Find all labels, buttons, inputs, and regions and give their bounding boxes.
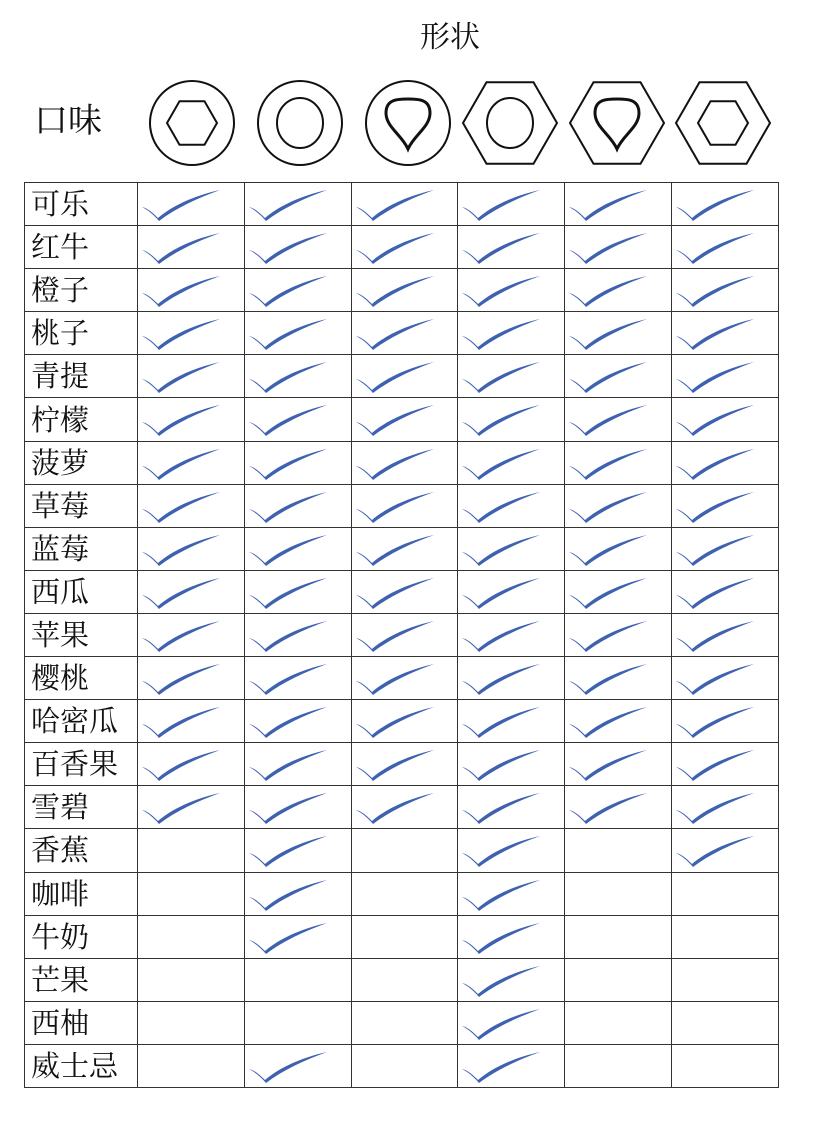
checkmark-icon <box>672 661 762 695</box>
shape-icon-hexagon-in-hexagon <box>673 78 773 168</box>
checkmark-icon <box>458 1049 548 1083</box>
mark-cell-hexagon-in-hexagon <box>672 398 779 441</box>
table-row <box>25 872 779 915</box>
mark-cell-drop-in-hexagon <box>565 398 672 441</box>
mark-cell-drop-in-hexagon <box>565 613 672 656</box>
flavor-label: 西瓜 <box>31 574 90 609</box>
mark-cell-hexagon-in-hexagon <box>672 915 779 958</box>
checkmark-icon <box>138 704 228 738</box>
mark-cell-hexagon-in-hexagon <box>672 226 779 269</box>
flavor-label: 香蕉 <box>31 833 90 868</box>
table-row <box>25 183 779 226</box>
mark-cell-drop-in-hexagon <box>565 355 672 398</box>
table-row <box>25 269 779 312</box>
checkmark-icon <box>672 359 762 393</box>
checkmark-icon <box>352 575 442 609</box>
mark-cell-circle-in-circle <box>244 700 351 743</box>
mark-cell-drop-in-hexagon <box>565 484 672 527</box>
table-row <box>25 700 779 743</box>
mark-cell-circle-in-hexagon <box>458 786 565 829</box>
mark-cell-circle-in-hexagon <box>458 700 565 743</box>
checkmark-icon <box>352 790 442 824</box>
flavor-label: 橙子 <box>31 273 90 308</box>
table-row <box>25 355 779 398</box>
checkmark-icon <box>458 833 548 867</box>
checkmark-icon <box>672 402 762 436</box>
checkmark-icon <box>672 489 762 523</box>
flavor-label: 苹果 <box>31 617 90 652</box>
mark-cell-hexagon-in-circle <box>138 872 245 915</box>
mark-cell-drop-in-circle <box>351 657 458 700</box>
table-row <box>25 570 779 613</box>
mark-cell-hexagon-in-circle <box>138 226 245 269</box>
table-row <box>25 958 779 1001</box>
mark-cell-hexagon-in-hexagon <box>672 570 779 613</box>
checkmark-icon <box>138 359 228 393</box>
mark-cell-circle-in-circle <box>244 312 351 355</box>
mark-cell-drop-in-hexagon <box>565 743 672 786</box>
table-row <box>25 226 779 269</box>
flavor-cell <box>25 657 138 700</box>
checkmark-icon <box>458 273 548 307</box>
flavor-cell <box>25 743 138 786</box>
mark-cell-drop-in-circle <box>351 269 458 312</box>
flavor-cell <box>25 613 138 656</box>
mark-cell-drop-in-hexagon <box>565 441 672 484</box>
flavor-cell <box>25 1044 138 1087</box>
flavor-cell <box>25 872 138 915</box>
flavor-cell <box>25 312 138 355</box>
checkmark-icon <box>458 618 548 652</box>
mark-cell-circle-in-hexagon <box>458 872 565 915</box>
flavor-cell <box>25 700 138 743</box>
checkmark-icon <box>565 575 655 609</box>
flavor-cell <box>25 398 138 441</box>
shape-icon-circle-in-hexagon <box>460 78 560 168</box>
checkmark-icon <box>672 833 762 867</box>
table-row <box>25 527 779 570</box>
flavor-cell <box>25 829 138 872</box>
flavor-cell <box>25 183 138 226</box>
mark-cell-drop-in-hexagon <box>565 312 672 355</box>
mark-cell-drop-in-circle <box>351 527 458 570</box>
checkmark-icon <box>672 790 762 824</box>
checkmark-icon <box>458 316 548 350</box>
mark-cell-drop-in-circle <box>351 743 458 786</box>
mark-cell-drop-in-hexagon <box>565 872 672 915</box>
mark-cell-circle-in-circle <box>244 829 351 872</box>
checkmark-icon <box>565 316 655 350</box>
table-row <box>25 915 779 958</box>
mark-cell-circle-in-hexagon <box>458 527 565 570</box>
checkmark-icon <box>138 230 228 264</box>
table-row <box>25 398 779 441</box>
mark-cell-drop-in-hexagon <box>565 226 672 269</box>
checkmark-icon <box>245 230 335 264</box>
mark-cell-hexagon-in-hexagon <box>672 1001 779 1044</box>
mark-cell-hexagon-in-hexagon <box>672 527 779 570</box>
mark-cell-hexagon-in-circle <box>138 484 245 527</box>
flavor-cell <box>25 915 138 958</box>
shape-icon-drop-in-hexagon <box>567 78 667 168</box>
mark-cell-drop-in-hexagon <box>565 527 672 570</box>
mark-cell-hexagon-in-hexagon <box>672 786 779 829</box>
mark-cell-drop-in-circle <box>351 613 458 656</box>
mark-cell-hexagon-in-hexagon <box>672 829 779 872</box>
mark-cell-circle-in-hexagon <box>458 570 565 613</box>
mark-cell-hexagon-in-hexagon <box>672 958 779 1001</box>
mark-cell-circle-in-circle <box>244 872 351 915</box>
flavor-label: 可乐 <box>31 187 90 222</box>
checkmark-icon <box>565 402 655 436</box>
checkmark-icon <box>245 747 335 781</box>
mark-cell-drop-in-circle <box>351 355 458 398</box>
checkmark-icon <box>458 187 548 221</box>
mark-cell-hexagon-in-hexagon <box>672 269 779 312</box>
shape-icon-circle-in-circle <box>250 78 350 168</box>
checkmark-icon <box>138 489 228 523</box>
checkmark-icon <box>672 187 762 221</box>
mark-cell-drop-in-hexagon <box>565 1001 672 1044</box>
mark-cell-circle-in-hexagon <box>458 226 565 269</box>
mark-cell-hexagon-in-circle <box>138 183 245 226</box>
mark-cell-circle-in-circle <box>244 570 351 613</box>
mark-cell-drop-in-hexagon <box>565 829 672 872</box>
checkmark-icon <box>458 747 548 781</box>
checkmark-icon <box>565 359 655 393</box>
flavor-label: 威士忌 <box>31 1048 119 1083</box>
checkmark-icon <box>458 877 548 911</box>
mark-cell-hexagon-in-circle <box>138 1044 245 1087</box>
mark-cell-hexagon-in-circle <box>138 441 245 484</box>
mark-cell-circle-in-hexagon <box>458 958 565 1001</box>
mark-cell-drop-in-circle <box>351 1044 458 1087</box>
mark-cell-circle-in-circle <box>244 355 351 398</box>
mark-cell-hexagon-in-circle <box>138 355 245 398</box>
flavor-cell <box>25 570 138 613</box>
mark-cell-circle-in-hexagon <box>458 398 565 441</box>
checkmark-icon <box>565 790 655 824</box>
mark-cell-drop-in-hexagon <box>565 1044 672 1087</box>
mark-cell-hexagon-in-hexagon <box>672 743 779 786</box>
checkmark-icon <box>352 446 442 480</box>
checkmark-icon <box>352 618 442 652</box>
mark-cell-hexagon-in-hexagon <box>672 355 779 398</box>
checkmark-icon <box>565 187 655 221</box>
checkmark-icon <box>565 489 655 523</box>
mark-cell-circle-in-hexagon <box>458 613 565 656</box>
mark-cell-hexagon-in-hexagon <box>672 312 779 355</box>
checkmark-icon <box>138 187 228 221</box>
checkmark-icon <box>565 618 655 652</box>
mark-cell-hexagon-in-circle <box>138 269 245 312</box>
checkmark-icon <box>352 273 442 307</box>
checkmark-icon <box>245 575 335 609</box>
checkmark-icon <box>672 575 762 609</box>
flavor-label: 菠萝 <box>31 445 90 480</box>
checkmark-icon <box>245 704 335 738</box>
mark-cell-drop-in-hexagon <box>565 700 672 743</box>
checkmark-icon <box>672 704 762 738</box>
mark-cell-circle-in-hexagon <box>458 829 565 872</box>
flavor-cell <box>25 958 138 1001</box>
checkmark-icon <box>458 230 548 264</box>
mark-cell-hexagon-in-circle <box>138 958 245 1001</box>
checkmark-icon <box>245 1049 335 1083</box>
mark-cell-hexagon-in-hexagon <box>672 1044 779 1087</box>
mark-cell-hexagon-in-hexagon <box>672 700 779 743</box>
checkmark-icon <box>138 446 228 480</box>
mark-cell-circle-in-hexagon <box>458 312 565 355</box>
mark-cell-hexagon-in-hexagon <box>672 872 779 915</box>
flavor-label: 红牛 <box>31 230 90 265</box>
checkmark-icon <box>352 359 442 393</box>
flavor-label: 咖啡 <box>31 876 90 911</box>
mark-cell-circle-in-hexagon <box>458 915 565 958</box>
mark-cell-hexagon-in-circle <box>138 398 245 441</box>
flavor-cell <box>25 355 138 398</box>
flavor-label: 青提 <box>31 359 90 394</box>
mark-cell-hexagon-in-circle <box>138 312 245 355</box>
checkmark-icon <box>458 402 548 436</box>
mark-cell-circle-in-hexagon <box>458 183 565 226</box>
flavor-cell <box>25 269 138 312</box>
mark-cell-circle-in-hexagon <box>458 1001 565 1044</box>
shape-icon-hexagon-in-circle <box>142 78 242 168</box>
checkmark-icon <box>245 661 335 695</box>
checkmark-icon <box>458 790 548 824</box>
mark-cell-hexagon-in-circle <box>138 700 245 743</box>
checkmark-icon <box>352 532 442 566</box>
mark-cell-hexagon-in-circle <box>138 657 245 700</box>
checkmark-icon <box>138 661 228 695</box>
table-row <box>25 441 779 484</box>
mark-cell-circle-in-circle <box>244 226 351 269</box>
checkmark-icon <box>352 747 442 781</box>
checkmark-icon <box>245 359 335 393</box>
checkmark-icon <box>672 316 762 350</box>
checkmark-icon <box>458 661 548 695</box>
checkmark-icon <box>138 618 228 652</box>
checkmark-icon <box>138 575 228 609</box>
flavor-cell <box>25 226 138 269</box>
flavor-label: 牛奶 <box>31 919 90 954</box>
mark-cell-drop-in-hexagon <box>565 958 672 1001</box>
table-row <box>25 657 779 700</box>
flavor-label: 西柚 <box>31 1005 90 1040</box>
mark-cell-drop-in-circle <box>351 829 458 872</box>
mark-cell-drop-in-circle <box>351 786 458 829</box>
mark-cell-circle-in-hexagon <box>458 441 565 484</box>
checkmark-icon <box>565 532 655 566</box>
checkmark-icon <box>458 920 548 954</box>
mark-cell-circle-in-circle <box>244 743 351 786</box>
mark-cell-drop-in-circle <box>351 484 458 527</box>
checkmark-icon <box>245 532 335 566</box>
mark-cell-circle-in-circle <box>244 441 351 484</box>
table-row <box>25 484 779 527</box>
table-row <box>25 613 779 656</box>
checkmark-icon <box>458 963 548 997</box>
checkmark-icon <box>352 489 442 523</box>
mark-cell-drop-in-circle <box>351 312 458 355</box>
mark-cell-hexagon-in-hexagon <box>672 657 779 700</box>
mark-cell-drop-in-circle <box>351 958 458 1001</box>
mark-cell-circle-in-hexagon <box>458 269 565 312</box>
mark-cell-drop-in-hexagon <box>565 570 672 613</box>
checkmark-icon <box>672 273 762 307</box>
flavor-label: 樱桃 <box>31 661 90 696</box>
checkmark-icon <box>352 316 442 350</box>
checkmark-icon <box>245 316 335 350</box>
flavor-header-label: 口味 <box>34 101 102 141</box>
checkmark-icon <box>352 704 442 738</box>
mark-cell-hexagon-in-circle <box>138 786 245 829</box>
flavor-cell <box>25 786 138 829</box>
checkmark-icon <box>672 618 762 652</box>
checkmark-icon <box>138 532 228 566</box>
flavor-label: 哈密瓜 <box>31 704 119 739</box>
checkmark-icon <box>565 704 655 738</box>
checkmark-icon <box>138 273 228 307</box>
checkmark-icon <box>245 446 335 480</box>
mark-cell-circle-in-hexagon <box>458 484 565 527</box>
flavor-cell <box>25 527 138 570</box>
checkmark-icon <box>458 359 548 393</box>
shape-icon-drop-in-circle <box>358 78 458 168</box>
mark-cell-drop-in-hexagon <box>565 269 672 312</box>
mark-cell-drop-in-circle <box>351 872 458 915</box>
mark-cell-drop-in-circle <box>351 915 458 958</box>
table-row <box>25 743 779 786</box>
mark-cell-circle-in-circle <box>244 1001 351 1044</box>
checkmark-icon <box>245 833 335 867</box>
checkmark-icon <box>565 446 655 480</box>
flavor-shape-table <box>24 182 779 1088</box>
checkmark-icon <box>245 618 335 652</box>
mark-cell-circle-in-circle <box>244 183 351 226</box>
mark-cell-drop-in-circle <box>351 700 458 743</box>
flavor-label: 百香果 <box>31 747 119 782</box>
mark-cell-circle-in-hexagon <box>458 1044 565 1087</box>
flavor-cell <box>25 441 138 484</box>
mark-cell-circle-in-circle <box>244 1044 351 1087</box>
checkmark-icon <box>138 747 228 781</box>
mark-cell-circle-in-circle <box>244 613 351 656</box>
mark-cell-hexagon-in-circle <box>138 1001 245 1044</box>
flavor-label: 雪碧 <box>31 790 90 825</box>
mark-cell-drop-in-circle <box>351 398 458 441</box>
mark-cell-drop-in-circle <box>351 570 458 613</box>
mark-cell-circle-in-circle <box>244 484 351 527</box>
mark-cell-circle-in-hexagon <box>458 743 565 786</box>
mark-cell-circle-in-circle <box>244 269 351 312</box>
checkmark-icon <box>138 402 228 436</box>
checkmark-icon <box>245 877 335 911</box>
mark-cell-circle-in-circle <box>244 958 351 1001</box>
checkmark-icon <box>138 790 228 824</box>
checkmark-icon <box>245 489 335 523</box>
mark-cell-circle-in-hexagon <box>458 355 565 398</box>
flavor-cell <box>25 1001 138 1044</box>
flavor-label: 草莓 <box>31 488 90 523</box>
mark-cell-circle-in-circle <box>244 915 351 958</box>
checkmark-icon <box>458 489 548 523</box>
checkmark-icon <box>565 230 655 264</box>
table-row <box>25 312 779 355</box>
table-row <box>25 786 779 829</box>
mark-cell-hexagon-in-hexagon <box>672 183 779 226</box>
checkmark-icon <box>458 446 548 480</box>
mark-cell-circle-in-circle <box>244 657 351 700</box>
checkmark-icon <box>458 1006 548 1040</box>
mark-cell-hexagon-in-circle <box>138 570 245 613</box>
checkmark-icon <box>245 273 335 307</box>
flavor-label: 芒果 <box>31 962 90 997</box>
checkmark-icon <box>458 532 548 566</box>
mark-cell-hexagon-in-circle <box>138 915 245 958</box>
mark-cell-drop-in-circle <box>351 441 458 484</box>
checkmark-icon <box>245 920 335 954</box>
flavor-label: 桃子 <box>31 316 90 351</box>
mark-cell-hexagon-in-hexagon <box>672 441 779 484</box>
table-row <box>25 1044 779 1087</box>
mark-cell-circle-in-circle <box>244 786 351 829</box>
mark-cell-hexagon-in-circle <box>138 613 245 656</box>
flavor-label: 柠檬 <box>31 402 90 437</box>
checkmark-icon <box>672 230 762 264</box>
checkmark-icon <box>458 575 548 609</box>
checkmark-icon <box>672 532 762 566</box>
checkmark-icon <box>458 704 548 738</box>
checkmark-icon <box>245 402 335 436</box>
checkmark-icon <box>672 747 762 781</box>
mark-cell-circle-in-hexagon <box>458 657 565 700</box>
checkmark-icon <box>565 661 655 695</box>
checkmark-icon <box>565 273 655 307</box>
mark-cell-drop-in-hexagon <box>565 657 672 700</box>
shape-header-title: 形状 <box>420 20 480 55</box>
checkmark-icon <box>352 402 442 436</box>
mark-cell-circle-in-circle <box>244 398 351 441</box>
table-row <box>25 829 779 872</box>
checkmark-icon <box>138 316 228 350</box>
mark-cell-drop-in-circle <box>351 226 458 269</box>
checkmark-icon <box>672 446 762 480</box>
flavor-label: 蓝莓 <box>31 531 90 566</box>
mark-cell-hexagon-in-circle <box>138 829 245 872</box>
mark-cell-hexagon-in-circle <box>138 743 245 786</box>
mark-cell-drop-in-circle <box>351 183 458 226</box>
checkmark-icon <box>245 187 335 221</box>
mark-cell-hexagon-in-circle <box>138 527 245 570</box>
table-row <box>25 1001 779 1044</box>
checkmark-icon <box>245 790 335 824</box>
mark-cell-drop-in-circle <box>351 1001 458 1044</box>
mark-cell-drop-in-hexagon <box>565 183 672 226</box>
mark-cell-drop-in-hexagon <box>565 786 672 829</box>
mark-cell-circle-in-circle <box>244 527 351 570</box>
checkmark-icon <box>565 747 655 781</box>
checkmark-icon <box>352 187 442 221</box>
mark-cell-hexagon-in-hexagon <box>672 484 779 527</box>
flavor-cell <box>25 484 138 527</box>
mark-cell-drop-in-hexagon <box>565 915 672 958</box>
checkmark-icon <box>352 230 442 264</box>
checkmark-icon <box>352 661 442 695</box>
mark-cell-hexagon-in-hexagon <box>672 613 779 656</box>
